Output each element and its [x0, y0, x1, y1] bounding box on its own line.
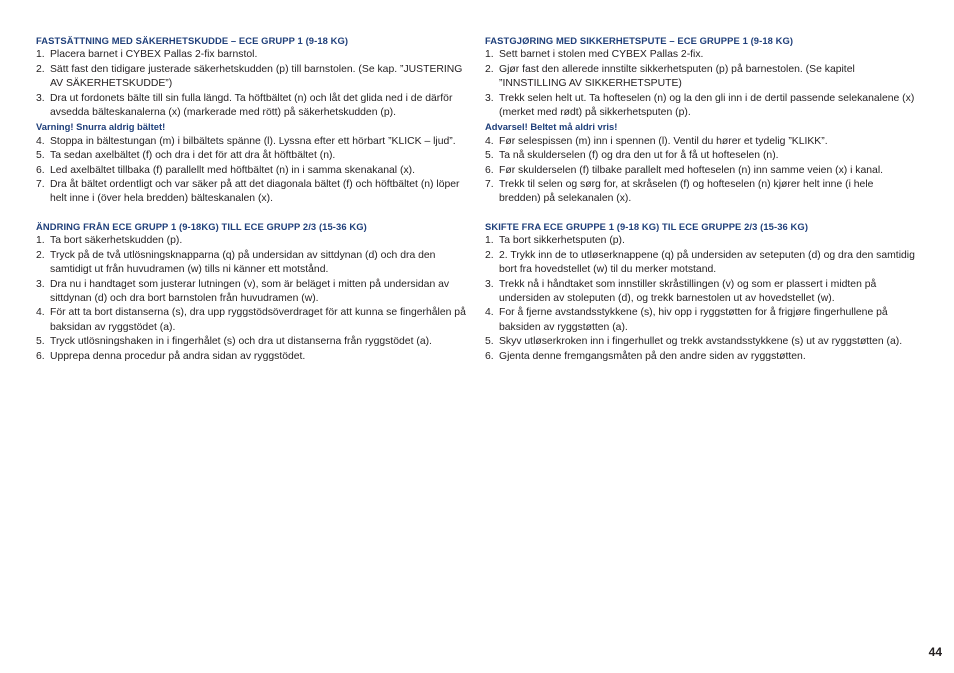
step-number: 7. [36, 179, 45, 191]
step-text: Før selespissen (m) inn i spennen (l). Ventil du hører et tydelig ”KLIKK”. [499, 135, 828, 147]
list-item [36, 164, 468, 178]
step-list [485, 234, 917, 364]
section-heading: FASTGJØRING MED SIKKERHETSPUTE – ECE GRUPPE 1 (9-18 KG) [485, 35, 794, 46]
step-text: Dra åt bältet ordentligt och var säker på att det diagonala bältet (f) och höftbältet (n) löper helt inne i (över hela bredden) bälteskanalen (x). [50, 179, 460, 205]
step-text: Gjenta denne fremgangsmåten på den andre siden av ryggstøtten. [499, 350, 806, 362]
step-number: 2. [485, 63, 494, 75]
step-list [485, 135, 917, 207]
list-item [485, 164, 917, 178]
step-number: 4. [36, 135, 45, 147]
list-item [485, 335, 917, 349]
list-item [36, 278, 468, 307]
step-number: 5. [485, 336, 494, 348]
step-text: Dra ut fordonets bälte till sin fulla längd. Ta höftbältet (n) och låt det glida ned i de därför avsedda bälteskanalerna (x) (markerade med rött) på säkerhetskudden (p). [50, 92, 453, 119]
step-text: Før skulderselen (f) tilbake parallelt med hofteselen (n) inn samme veien (x) i kanal. [499, 164, 884, 176]
step-list [36, 135, 468, 207]
step-number: 2. [36, 249, 45, 261]
step-list [485, 48, 917, 120]
installation-section-sv [36, 34, 468, 207]
section-heading: ÄNDRING FRÅN ECE GRUPP 1 (9-18KG) TILL ECE GRUPP 2/3 (15-36 KG) [36, 220, 367, 232]
step-text: 2. Trykk inn de to utløserknappene (q) på undersiden av seteputen (d) og dra den samtidig bort fra hovedstellet (w) til du merker motstand. [499, 249, 915, 276]
step-text: Gjør fast den allerede innstilte sikkerhetsputen (p) på barnestolen. (Se kapitel ”INNSTILLING AV SIKKERHETSPUTE) [499, 63, 855, 90]
list-item [36, 48, 468, 62]
page-number: 44 [928, 645, 942, 659]
step-list [36, 48, 468, 120]
section-heading: SKIFTE FRA ECE GRUPPE 1 (9-18 KG) TIL ECE GRUPPE 2/3 (15-36 KG) [485, 220, 809, 232]
step-text: Ta nå skulderselen (f) og dra den ut for å få ut hofteselen (n). [499, 150, 779, 162]
list-item [36, 63, 468, 92]
step-number: 4. [485, 135, 494, 147]
step-text: Tryck på de två utlösningsknapparna (q) på undersidan av sittdynan (d) och dra den samtidigt ut från huvudramen (w) tills ni känner ett motstånd. [50, 249, 436, 276]
list-item [36, 249, 468, 278]
step-number: 1. [36, 49, 45, 61]
list-item [485, 92, 917, 121]
step-text: Trekk selen helt ut. Ta hofteselen (n) og la den gli inn i de dertil passende selekanalene (x) (merket med rødt) på sikkerhetsputen (p). [499, 92, 915, 119]
step-number: 7. [485, 179, 494, 191]
step-text: Dra nu i handtaget som justerar lutningen (v), som är beläget i mitten på undersidan av sittdynan (d) och dra bort barnstolen från huvudramen (w). [50, 278, 450, 304]
list-item [485, 149, 917, 163]
step-list [36, 234, 468, 364]
step-text: För att ta bort distanserna (s), dra upp ryggstödsöverdraget för att kunna se fingerhålen på baksidan av ryggstödet (a). [50, 307, 466, 333]
list-item [485, 278, 917, 307]
list-item [36, 335, 468, 349]
step-number: 2. [36, 63, 45, 75]
list-item [485, 350, 917, 364]
list-item [485, 48, 917, 62]
step-text: Trekk nå i håndtaket som innstiller skråstillingen (v) og som er plassert i midten på undersiden av stoleputen (d), og trekk barnestolen ut av hovedstellet (w). [499, 278, 877, 304]
list-item [485, 234, 917, 248]
step-text: Skyv utløserkroken inn i fingerhullet og trekk avstandsstykkene (s) ut av ryggstøtten (a). [499, 336, 903, 348]
step-number: 3. [485, 92, 494, 104]
warning-text: Varning! Snurra aldrig bältet! [36, 121, 166, 133]
installation-section-no [485, 34, 917, 207]
step-text: Ta sedan axelbältet (f) och dra i det för att dra åt höftbältet (n). [50, 150, 336, 162]
step-text: Stoppa in bältestungan (m) i bilbältets spänne (l). Lyssna efter ett hörbart ”KLICK – ljud”. [50, 135, 456, 147]
conversion-section-sv [36, 220, 468, 364]
left-column [36, 34, 468, 377]
step-text: Ta bort sikkerhetsputen (p). [499, 235, 625, 247]
section-heading: FASTSÄTTNING MED SÄKERHETSKUDDE – ECE GRUPP 1 (9-18 KG) [36, 35, 349, 46]
step-text: Tryck utlösningshaken in i fingerhålet (s) och dra ut distanserna från ryggstödet (a). [50, 336, 432, 348]
list-item [485, 306, 917, 335]
step-text: Sett barnet i stolen med CYBEX Pallas 2-fix. [499, 49, 704, 61]
step-text: Sätt fast den tidigare justerade säkerhetskudden (p) till barnstolen. (Se kap. ”JUSTERING AV SÄKERHETSKUDDE”) [50, 63, 463, 90]
list-item [36, 350, 468, 364]
step-number: 1. [485, 235, 494, 247]
list-item [36, 306, 468, 335]
conversion-section-no [485, 220, 917, 364]
step-number: 1. [36, 235, 45, 247]
step-number: 6. [36, 350, 45, 362]
step-number: 3. [36, 92, 45, 104]
list-item [485, 178, 917, 207]
warning-text: Advarsel! Beltet må aldri vris! [485, 121, 618, 133]
list-item [36, 234, 468, 248]
right-column [485, 34, 917, 377]
list-item [36, 149, 468, 163]
list-item [485, 249, 917, 278]
step-number: 4. [485, 307, 494, 319]
step-text: Ta bort säkerhetskudden (p). [50, 235, 183, 247]
step-number: 1. [485, 49, 494, 61]
list-item [36, 135, 468, 149]
list-item [36, 178, 468, 207]
list-item [485, 135, 917, 149]
step-text: Led axelbältet tillbaka (f) parallellt med höftbältet (n) in i samma skenakanal (x). [50, 164, 415, 176]
step-text: Trekk til selen og sørg for, at skråselen (f) og hofteselen (n) kjører helt inne (i hele bredden) på selekanalen (x). [499, 179, 874, 205]
step-number: 6. [485, 164, 494, 176]
step-number: 6. [36, 164, 45, 176]
step-number: 6. [485, 350, 494, 362]
step-number: 2. [485, 249, 494, 261]
step-text: Placera barnet i CYBEX Pallas 2-fix barnstol. [50, 49, 258, 61]
step-text: Upprepa denna procedur på andra sidan av ryggstödet. [50, 350, 306, 362]
step-text: For å fjerne avstandsstykkene (s), hiv opp i ryggstøtten for å frigjøre fingerhullene på baksiden av ryggstøtten (a). [499, 307, 888, 333]
step-number: 5. [36, 336, 45, 348]
step-number: 3. [36, 278, 45, 290]
list-item [485, 63, 917, 92]
step-number: 3. [485, 278, 494, 290]
list-item [36, 92, 468, 121]
step-number: 4. [36, 307, 45, 319]
step-number: 5. [36, 150, 45, 162]
step-number: 5. [485, 150, 494, 162]
